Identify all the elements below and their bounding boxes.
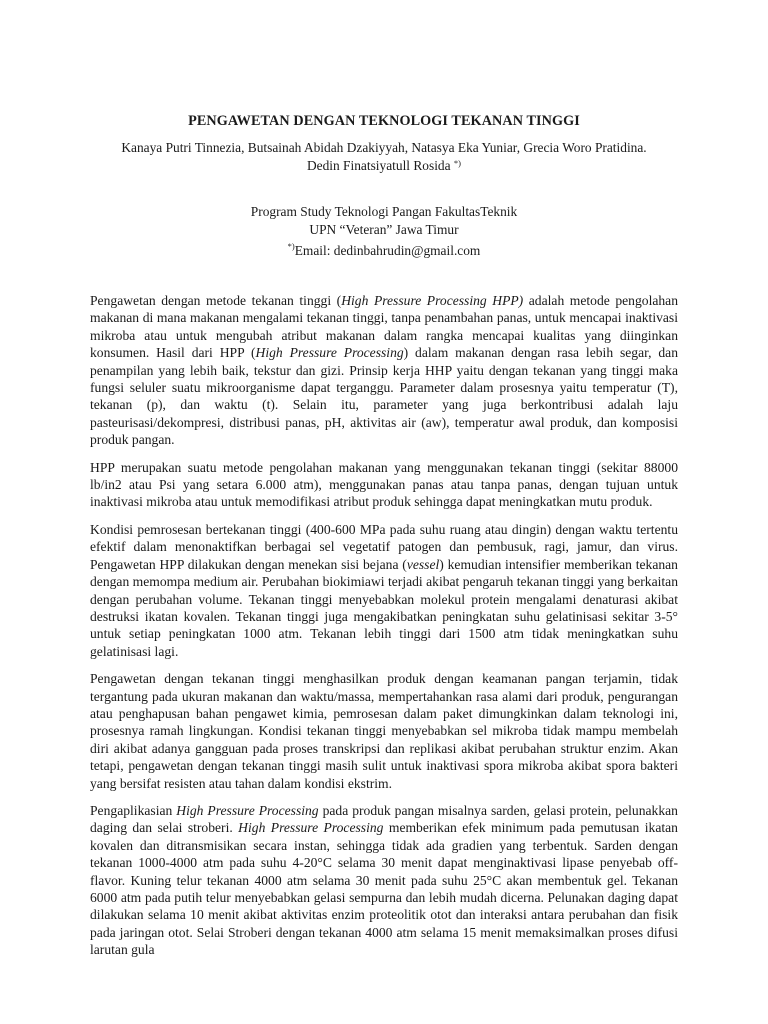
paper-title: PENGAWETAN DENGAN TEKNOLOGI TEKANAN TINGGI [188, 113, 580, 129]
p3-text-c: ) kemudian intensifier memberikan tekanan dengan memompa medium air. Perubahan biokimiawi terjadi akibat pengaruh tekanan tinggi yang berkaitan dengan perubahan volume. Tekanan tinggi menyebabkan molekul protein mengalami denaturasi akibat destruksi ikatan kovalen. Tekanan tinggi juga mengakibatkan peningkatan suhu gelatinisasi sekitar 3-5° untuk setiap peningkatan 1000 atm. Tekanan lebih tinggi dari 1500 atm tidak meningkatkan suhu gelatinisasi lagi. [90, 556, 678, 659]
paragraph-5 [90, 802, 678, 959]
p5-italic-d: High Pressure Processing [238, 820, 384, 836]
paragraph-1 [90, 292, 678, 449]
p5-text-a: Pengaplikasian [90, 802, 177, 818]
paragraph-2: HPP merupakan suatu metode pengolahan makanan yang menggunakan tekanan tinggi (sekitar 88000 lb/in2 atau Psi yang setara 6.000 atm), menggunakan panas atau tanpa panas, dengan tujuan untuk inaktivasi mikroba atau untuk memodifikasi atribut produk sehingga dapat meningkatkan mutu produk. [90, 459, 678, 510]
affiliation-line-2: UPN “Veteran” Jawa Timur [309, 221, 459, 237]
affiliation-line-1: Program Study Teknologi Pangan FakultasTeknik [250, 204, 518, 219]
email-line [0, 243, 768, 259]
p3-text-a: Kondisi pemrosesan bertekanan tinggi (400-600 MPa pada suhu ruang atau dingin) dengan waktu tertentu efektif dalam menonaktifkan berbagai sel vegetatif patogen dan pembusuk, ragi, jamur, dan virus. Pengawetan HPP dilakukan dengan menekan sisi bejana ( [90, 521, 678, 572]
corresponding-author: Dedin Finatsiyatull Rosida [306, 157, 451, 173]
p1-text-c: adalah metode pengolahan makanan di mana makanan mengalami tekanan tinggi, tanpa penambahan panas, untuk mencapai inaktivasi mikroba atau untuk mengubah atribut makanan dalam rangka mencapai kualitas yang diinginkan konsumen. Hasil dari HPP ( [90, 293, 679, 361]
p1-text-a: Pengawetan dengan metode tekanan tinggi ( [90, 293, 342, 308]
p1-text-e: ) dalam makanan dengan rasa lebih segar, dan penampilan yang lebih baik, tekstur dan gizi. Prinsip kerja HHP yaitu dengan tekanan yang tinggi maka fungsi seluler suatu mikroorganisme dapat terganggu. Parameter dalam prosesnya yaitu temperatur (T), tekanan (p), dan waktu (t). Selain itu, parameter yang juga berkontribusi adalah laju pasteurisasi/dekompresi, distribusi panas, pH, aktivitas air (aw), temperatur awal produk, dan komposisi produk pangan. [90, 345, 678, 448]
p1-italic-b: High Pressure Processing HPP) [341, 293, 524, 308]
body-text [90, 292, 678, 969]
paragraph-4: Pengawetan dengan tekanan tinggi menghasilkan produk dengan keamanan pangan terjamin, tidak tergantung pada ukuran makanan dan waktu/massa, mempertahankan rasa alami dari produk, pengurangan atau penghapusan bahan pengawet kimia, pemrosesan dalam paket dimungkinkan dalam teknologi ini, prosesnya ramah lingkungan. Kondisi tekanan tinggi menyebabkan sel mikroba tidak mampu membelah diri akibat adanya gangguan pada proses transkripsi dan replikasi akibat perubahan struktur enzim. Akan tetapi, pengawetan dengan tekanan tinggi masih sulit untuk inaktivasi spora mikroba akibat spora bakteri yang bersifat resisten atau tahan dalam kondisi ekstrim. [90, 671, 678, 791]
p3-italic-b: vessel [406, 556, 440, 572]
author-list [0, 139, 768, 174]
paragraph-3 [90, 521, 678, 660]
p5-italic-b: High Pressure Processing [176, 802, 319, 818]
corresponding-mark: *) [453, 157, 462, 168]
affiliation [0, 203, 768, 238]
email-text: Email: dedinbahrudin@gmail.com [294, 243, 481, 258]
author-line-2 [0, 157, 768, 175]
p1-italic-d: High Pressure Processing [255, 345, 404, 361]
author-line-1: Kanaya Putri Tinnezia, Butsainah Abidah Dzakiyyah, Natasya Eka Yuniar, Grecia Woro Pratidina. [121, 140, 647, 155]
p5-text-e: memberikan efek minimum pada pemutusan ikatan kovalen dan ditransmisikan secara instan, sehingga tidak ada gradien yang terbentuk. Sarden dengan tekanan 1000-4000 atm pada suhu 4-20°C selama 30 menit dapat menginaktivasi lipase penyebab off-flavor. Kuning telur tekanan 4000 atm selama 30 menit pada suhu 25°C akan membentuk gel. Tekanan 6000 atm pada putih telur menyebabkan gelasi sempurna dan lebih mudah dicerna. Pelunakan daging dapat dilakukan selama 10 menit akibat aktivitas enzim proteolitik otot dan interaksi antara perubahan dan fisik pada jaringan otot. Selai Stroberi dengan tekanan 4000 atm selama 15 menit memaksimalkan proses difusi larutan gula [90, 820, 678, 958]
email-mark: *) [287, 241, 295, 251]
p5-text-c: pada produk pangan misalnya sarden, gelasi protein, pelunakkan daging dan selai stroberi. [90, 802, 678, 836]
